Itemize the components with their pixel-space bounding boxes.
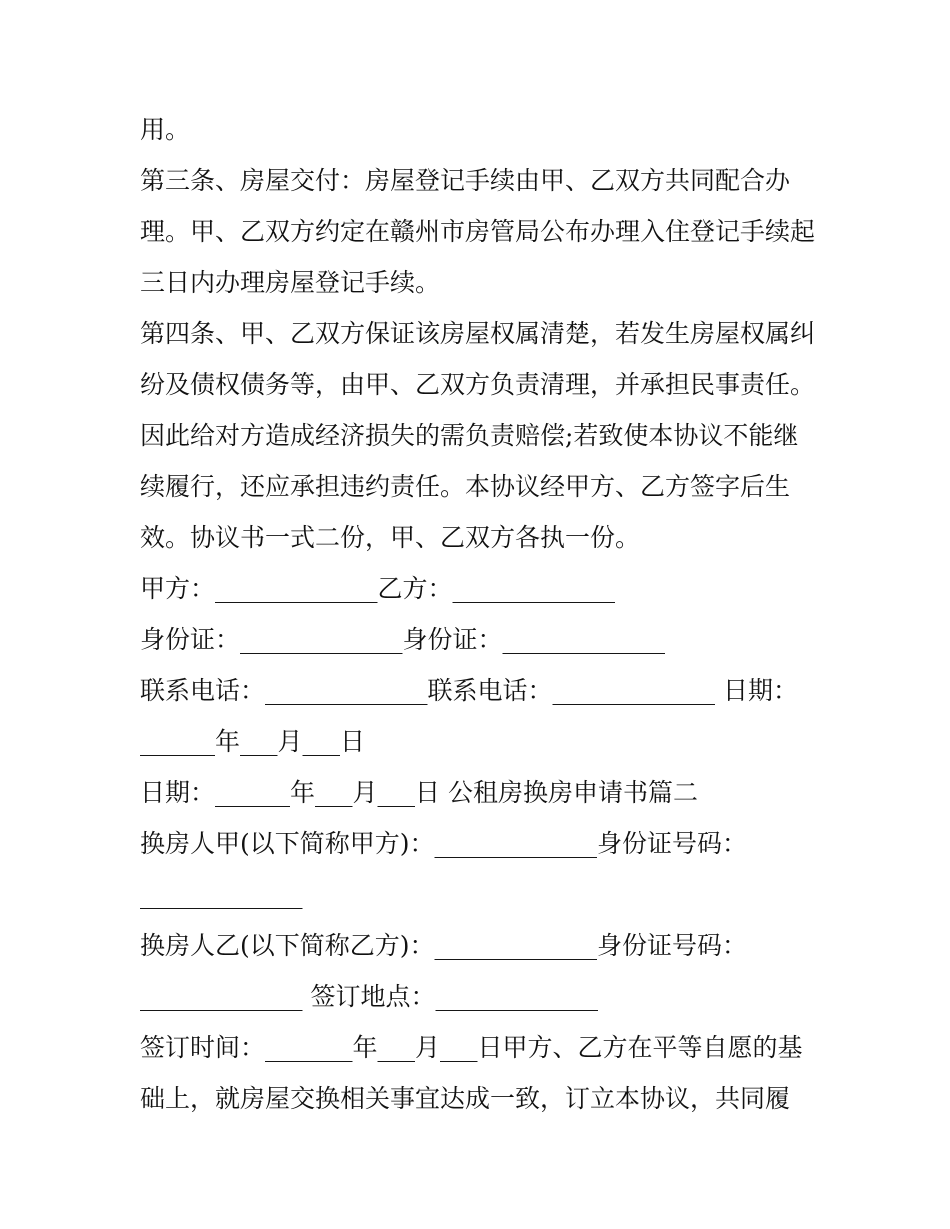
article-3-line-1: 第三条、房屋交付：房屋登记手续由甲、乙双方共同配合办 xyxy=(140,166,791,195)
date-and-section-title-line: 日期：______年___月___日 公租房换房申请书篇二 xyxy=(140,778,698,807)
agreement-intro-line: 础上，就房屋交换相关事宜达成一致，订立本协议，共同履 xyxy=(140,1084,791,1113)
article-3-line-3: 三日内办理房屋登记手续。 xyxy=(140,268,441,297)
signature-id-line: 身份证：_____________身份证：_____________ xyxy=(140,625,666,654)
party-b-line: 换房人乙(以下简称乙方)：_____________身份证号码： xyxy=(140,931,748,960)
text-line-1: 用。 xyxy=(140,115,191,144)
article-4-line-3: 因此给对方造成经济损失的需负责赔偿;若致使本协议不能继 xyxy=(140,421,799,450)
article-4-line-1: 第四条、甲、乙双方保证该房屋权属清楚，若发生房屋权属纠 xyxy=(140,319,816,348)
article-3-line-2: 理。甲、乙双方约定在赣州市房管局公布办理入住登记手续起 xyxy=(140,217,816,246)
signature-phone-line: 联系电话：_____________联系电话：_____________ 日期： xyxy=(140,676,798,705)
signature-date-line: ______年___月___日 xyxy=(140,727,366,756)
article-4-line-5: 效。协议书一式二份，甲、乙双方各执一份。 xyxy=(140,523,641,552)
article-4-line-2: 纷及债权债务等，由甲、乙双方负责清理，并承担民事责任。 xyxy=(140,370,816,399)
article-4-line-4: 续履行，还应承担违约责任。本协议经甲方、乙方签字后生 xyxy=(140,472,791,501)
signing-place-line: _____________ 签订地点：_____________ xyxy=(140,982,598,1011)
party-a-line: 换房人甲(以下简称甲方)：_____________身份证号码： xyxy=(140,829,748,858)
signature-party-line: 甲方：_____________乙方：_____________ xyxy=(140,574,616,603)
document-body xyxy=(140,104,820,1124)
party-a-id-blank-line: _____________ xyxy=(140,880,303,909)
signing-time-line: 签订时间：_______年___月___日甲方、乙方在平等自愿的基 xyxy=(140,1033,803,1062)
